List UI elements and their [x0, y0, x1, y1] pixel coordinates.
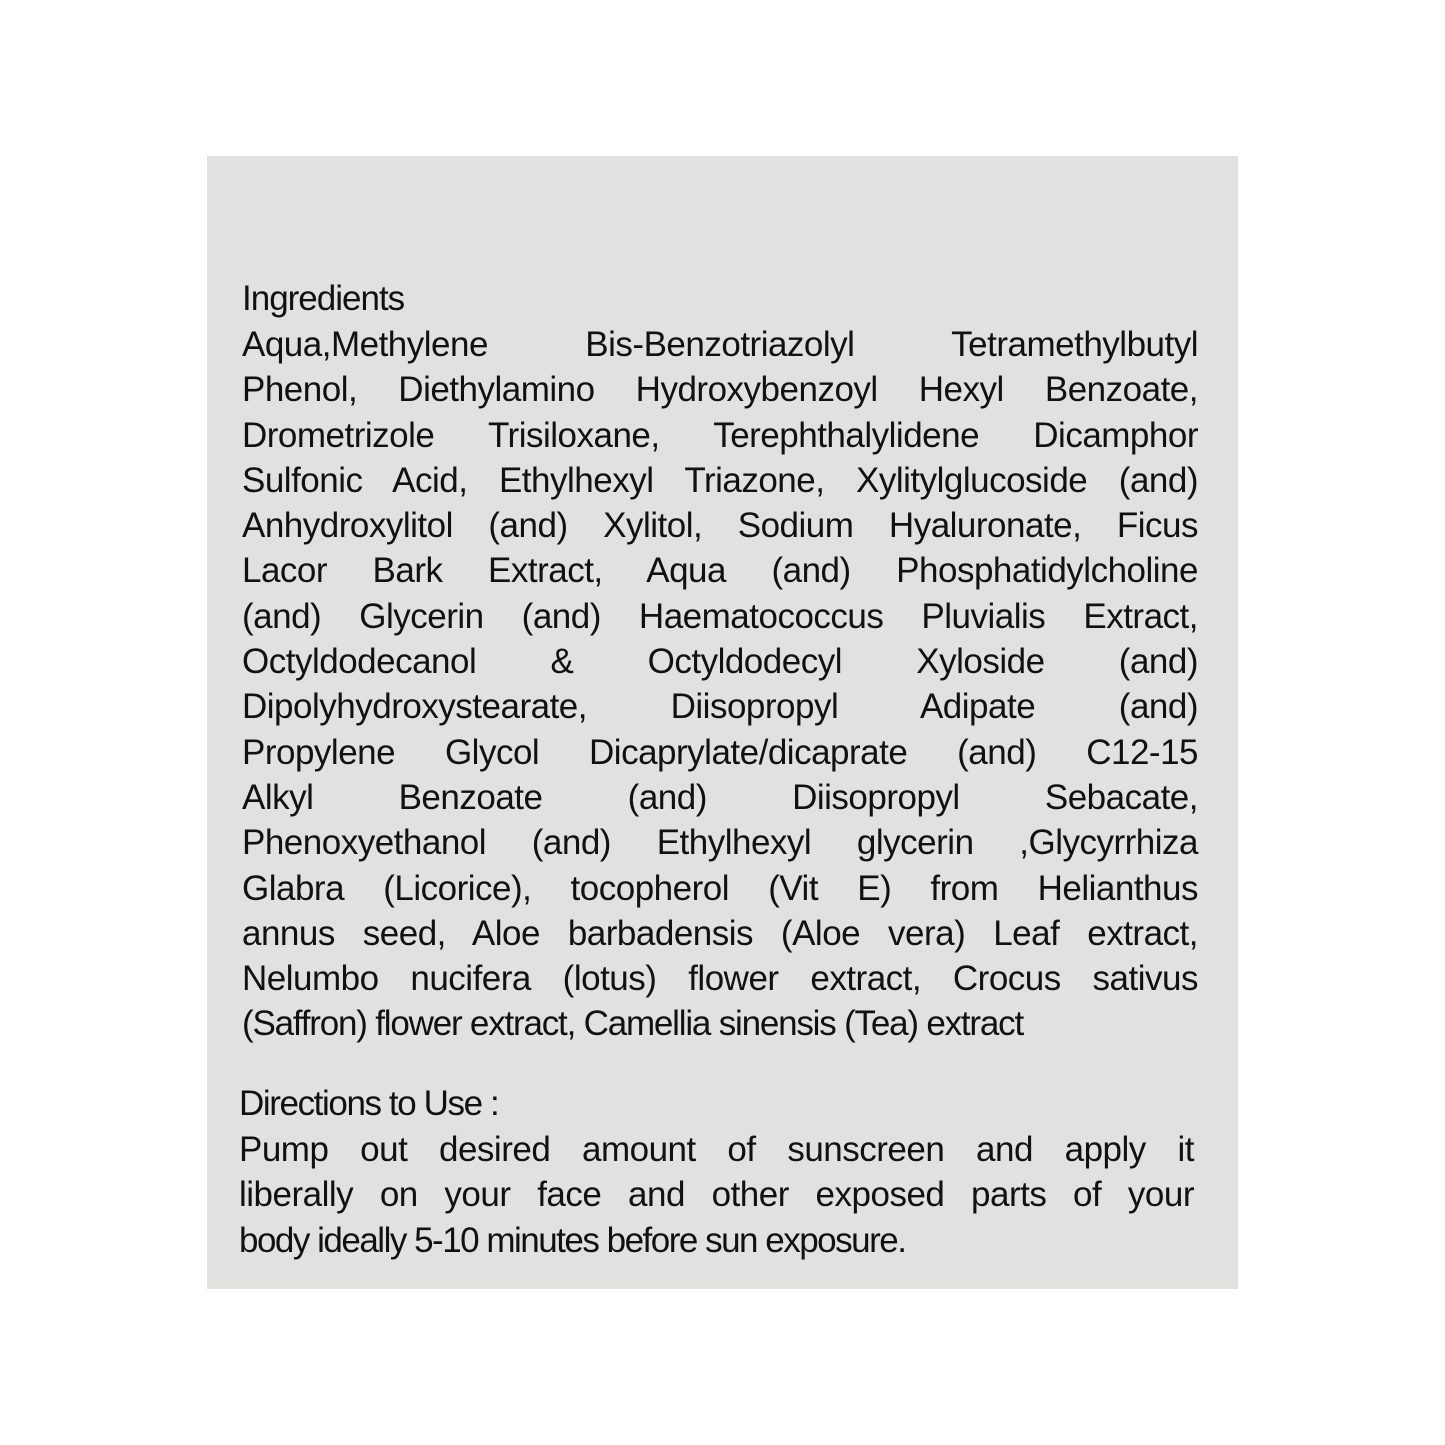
ingredients-line: Propylene Glycol Dicaprylate/dicaprate (and) C12-15 [242, 732, 1198, 772]
label-panel [207, 156, 1238, 1289]
directions-line: liberally on your face and other exposed parts of your [239, 1175, 1194, 1215]
ingredients-line: annus seed, Aloe barbadensis (Aloe vera) Leaf extract, [242, 913, 1198, 953]
ingredients-line: Aqua,Methylene Bis-Benzotriazolyl Tetramethylbutyl [242, 325, 1198, 364]
ingredients-line: (Saffron) flower extract, Camellia sinensis (Tea) extract [242, 1004, 1023, 1044]
ingredients-line: Phenol, Diethylamino Hydroxybenzoyl Hexyl Benzoate, [242, 370, 1198, 410]
ingredients-section [242, 276, 1198, 1047]
directions-heading: Directions to Use : [239, 1084, 499, 1123]
ingredients-line: Drometrizole Trisiloxane, Terephthalylidene Dicamphor [242, 415, 1198, 455]
directions-line: Pump out desired amount of sunscreen and apply it [239, 1130, 1194, 1169]
ingredients-line: Nelumbo nucifera (lotus) flower extract, Crocus sativus [242, 959, 1198, 999]
ingredients-line: (and) Glycerin (and) Haematococcus Pluvialis Extract, [242, 596, 1198, 636]
ingredients-line: Octyldodecanol & Octyldodecyl Xyloside (and) [242, 642, 1198, 682]
ingredients-line: Sulfonic Acid, Ethylhexyl Triazone, Xylitylglucoside (and) [242, 460, 1198, 500]
ingredients-line: Alkyl Benzoate (and) Diisopropyl Sebacate, [242, 777, 1198, 817]
directions-section [239, 1081, 1194, 1263]
ingredients-line: Phenoxyethanol (and) Ethylhexyl glycerin ,Glycyrrhiza [242, 823, 1198, 863]
ingredients-heading: Ingredients [242, 279, 405, 318]
directions-line: body ideally 5-10 minutes before sun exposure. [239, 1220, 906, 1260]
ingredients-line: Anhydroxylitol (and) Xylitol, Sodium Hyaluronate, Ficus [242, 506, 1198, 546]
ingredients-line: Lacor Bark Extract, Aqua (and) Phosphatidylcholine [242, 551, 1198, 591]
ingredients-line: Glabra (Licorice), tocopherol (Vit E) from Helianthus [242, 868, 1198, 908]
ingredients-line: Dipolyhydroxystearate, Diisopropyl Adipate (and) [242, 687, 1198, 727]
